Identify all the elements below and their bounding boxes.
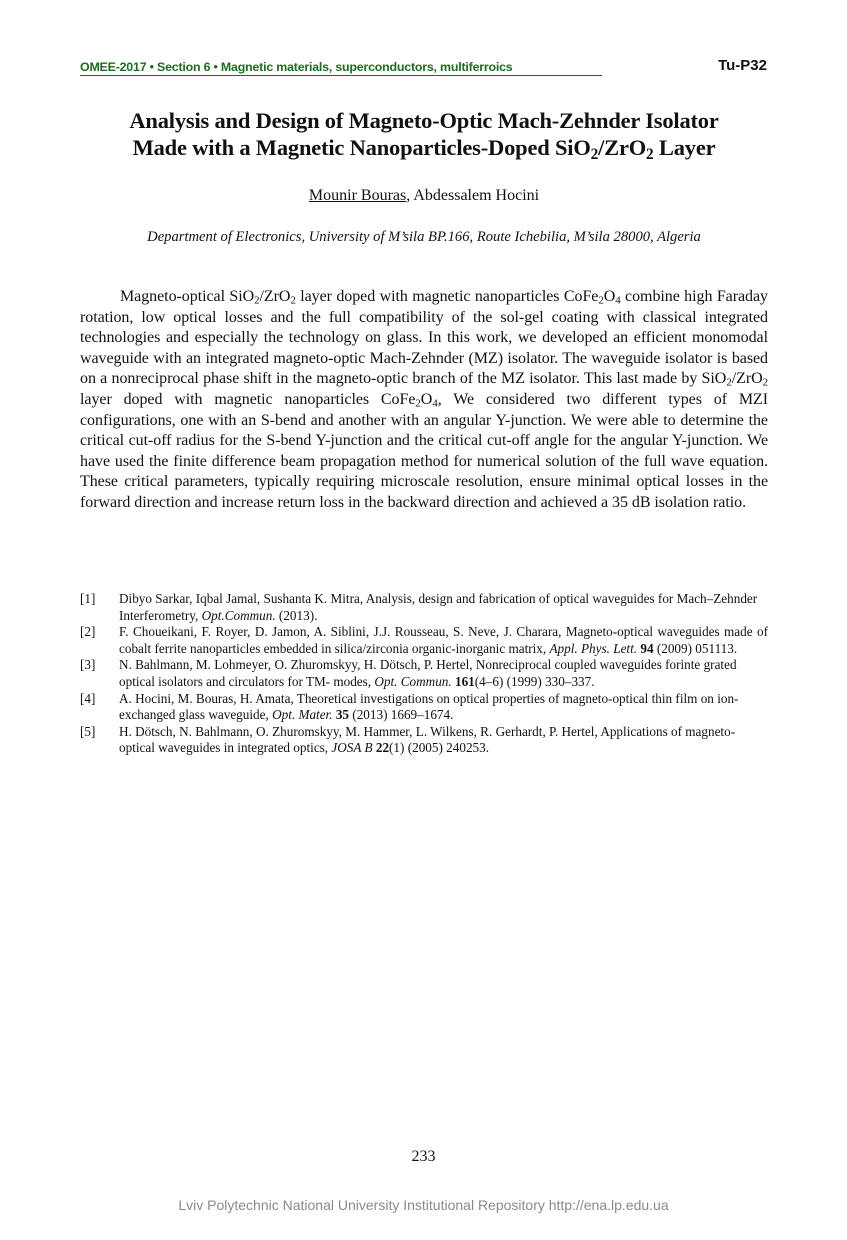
title-text: Layer bbox=[653, 135, 716, 160]
abstract-text: layer doped with magnetic nanoparticles CoFe bbox=[295, 288, 599, 305]
reference-details: (2009) 051113. bbox=[653, 640, 738, 656]
reference-volume: 35 bbox=[335, 707, 349, 723]
reference-journal: Appl. Phys. Lett. bbox=[549, 640, 638, 656]
reference-number: [5] bbox=[80, 723, 96, 739]
reference-journal: JOSA B bbox=[331, 740, 373, 756]
reference-text bbox=[119, 657, 768, 690]
reference-number: [4] bbox=[80, 690, 96, 706]
reference-details: (1) (2005) 240253. bbox=[389, 740, 490, 756]
subscript: 2 bbox=[646, 145, 654, 163]
title-line-1: Analysis and Design of Magneto-Optic Mach-Zehnder Isolator bbox=[129, 108, 719, 133]
title-text: /ZrO bbox=[598, 135, 647, 160]
reference-volume: 22 bbox=[375, 740, 390, 756]
subscript: 2 bbox=[290, 294, 296, 307]
reference-item bbox=[80, 591, 768, 624]
reference-item bbox=[80, 691, 768, 724]
subscript: 2 bbox=[726, 377, 732, 390]
reference-text bbox=[119, 691, 768, 724]
paper-title bbox=[80, 107, 768, 161]
subscript: 2 bbox=[762, 377, 768, 390]
reference-journal: Opt.Commun. bbox=[201, 607, 276, 623]
running-header-conference: OMEE-2017 • Section 6 • Magnetic materials, superconductors, multiferroics bbox=[80, 60, 602, 76]
affiliation: Department of Electronics, University of M’sila BP.166, Route Ichebilia, M’sila 28000, Algeria bbox=[147, 229, 701, 245]
abstract-text: Magneto-optical SiO bbox=[120, 288, 255, 305]
reference-volume: 94 bbox=[640, 640, 654, 656]
presenting-author: Mounir Bouras bbox=[308, 187, 407, 204]
reference-journal: Opt. Commun. bbox=[374, 673, 452, 689]
subscript: 4 bbox=[615, 294, 621, 307]
reference-volume: 161 bbox=[454, 673, 475, 689]
reference-authors-title: Dibyo Sarkar, Iqbal Jamal, Sushanta K. Mitra, Analysis, design and fabrication of optical waveguides for Mach–Zehnder Interferometry, bbox=[119, 591, 758, 623]
reference-number: [2] bbox=[80, 624, 96, 640]
reference-authors-title: A. Hocini, M. Bouras, H. Amata, Theoretical investigations on optical properties of magneto-optical thin film on ion-exchanged glass waveguide, bbox=[119, 690, 739, 723]
reference-number: [3] bbox=[80, 657, 96, 673]
subscript: 4 bbox=[432, 397, 438, 410]
repository-footer: Lviv Polytechnic National University Institutional Repository http://ena.lp.edu.ua bbox=[178, 1197, 669, 1213]
reference-details: (2013) 1669–1674. bbox=[349, 707, 454, 723]
abstract-text: O bbox=[420, 390, 433, 408]
reference-text bbox=[119, 724, 768, 757]
abstract-text: combine high Faraday rotation, low optical losses and the full compatibility of the sol-gel coating with classical integrated technologies and especially the technology on glass. In this work, we developed an efficient monomodal waveguide with an integrated magneto-optic Mach-Zehnder (MZ) isolator. The waveguide isolator is based on a nonreciprocal phase shift in the magneto-optic branch of the MZ isolator. This last made by SiO bbox=[80, 288, 768, 388]
co-author: Abdessalem Hocini bbox=[413, 187, 540, 204]
abstract-text: /ZrO bbox=[259, 288, 291, 305]
reference-list bbox=[80, 591, 768, 757]
reference-item bbox=[80, 724, 768, 757]
reference-authors-title: H. Dötsch, N. Bahlmann, O. Zhuromskyy, M. Hammer, L. Wilkens, R. Gerhardt, P. Hertel, Applications of magneto-optical waveguides in integrated optics, bbox=[119, 723, 736, 756]
title-text: Made with a Magnetic Nanoparticles-Doped SiO bbox=[132, 135, 591, 160]
author-list bbox=[80, 187, 768, 205]
abstract-text: layer doped with magnetic nanoparticles CoFe bbox=[80, 390, 416, 408]
reference-item bbox=[80, 624, 768, 657]
abstract-text: O bbox=[603, 288, 616, 305]
reference-details: (4–6) (1999) 330–337. bbox=[474, 673, 595, 689]
reference-text bbox=[119, 624, 768, 657]
reference-text bbox=[119, 591, 768, 624]
reference-journal: Opt. Mater. bbox=[272, 707, 333, 723]
page-number: 233 bbox=[411, 1148, 436, 1165]
reference-authors-title: F. Choueikani, F. Royer, D. Jamon, A. Siblini, J.J. Rousseau, S. Neve, J. Charara, Magneto-optical waveguides made of cobalt ferrite nanoparticles embedded in silica/zirconia organic-inorganic matrix, bbox=[119, 624, 768, 656]
subscript: 2 bbox=[254, 294, 260, 307]
reference-details: (2013). bbox=[275, 607, 318, 623]
reference-item bbox=[80, 657, 768, 690]
abstract-text: , We considered two different types of MZI configurations, one with an S-bend and another with an angular Y-junction. We were able to determine the critical cut-off radius for the S-bend Y-junction and the critical cut-off angle for the angular Y-junction. We have used the finite difference beam propagation method for numerical solution of the full wave equation. These critical parameters, typically requiring microscale resolution, ensure minimal optical losses in the forward direction and increase return loss in the backward direction and achieved a 35 dB isolation ratio. bbox=[80, 390, 769, 511]
reference-number: [1] bbox=[80, 591, 96, 606]
author-separator: , bbox=[406, 187, 414, 204]
paper-id: Tu-P32 bbox=[718, 57, 767, 74]
reference-authors-title: N. Bahlmann, M. Lohmeyer, O. Zhuromskyy, H. Dötsch, P. Hertel, Nonreciprocal coupled waveguides forinte grated optical isolators and circulators for TM- modes, bbox=[119, 657, 737, 689]
subscript: 2 bbox=[590, 145, 599, 163]
abstract bbox=[80, 287, 768, 514]
title-line-2 bbox=[80, 134, 768, 161]
abstract-text: /ZrO bbox=[731, 370, 763, 388]
subscript: 2 bbox=[415, 397, 421, 410]
subscript: 2 bbox=[598, 294, 604, 307]
